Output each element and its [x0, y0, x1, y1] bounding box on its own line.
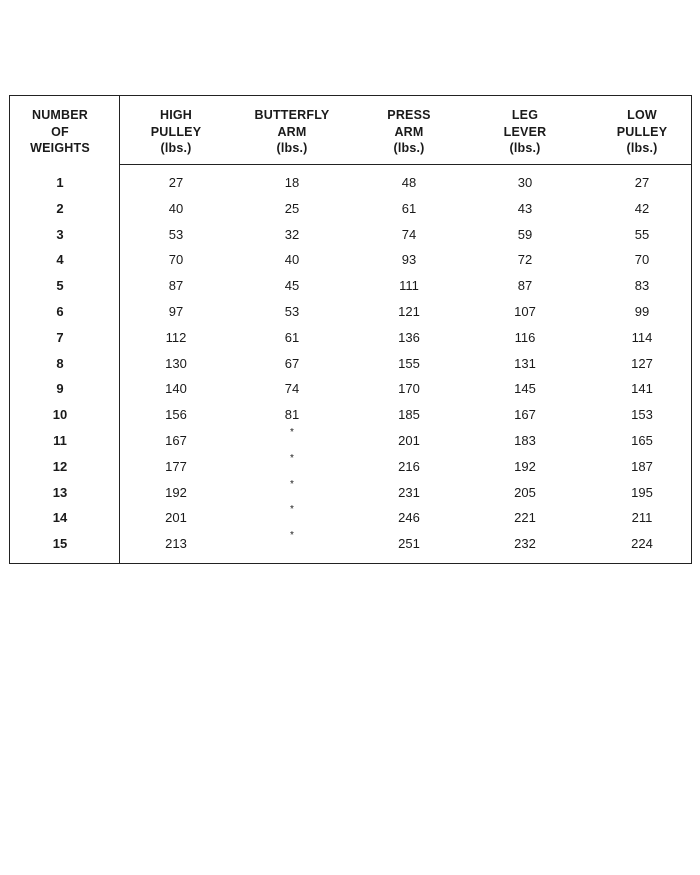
row-weight-count: 10: [52, 407, 68, 423]
cell-butterfly-arm: 81: [284, 407, 300, 423]
cell-butterfly-arm: *: [290, 504, 294, 516]
cell-leg-lever: 192: [514, 458, 536, 474]
cell-press-arm: 74: [401, 226, 417, 242]
cell-press-arm: 61: [401, 200, 417, 216]
cell-press-arm: 251: [398, 536, 420, 552]
cell-low-pulley: 83: [634, 278, 650, 294]
header-line: HIGH: [159, 108, 193, 122]
cell-low-pulley: 211: [631, 510, 653, 526]
header-line: PULLEY: [150, 124, 202, 139]
header-line: (lbs.): [276, 141, 308, 155]
cell-high-pulley: 27: [168, 175, 184, 190]
table-row: [10, 531, 691, 557]
cell-butterfly-arm: 53: [284, 303, 300, 319]
cell-leg-lever: 183: [514, 432, 536, 448]
header-low-pulley: [592, 107, 692, 157]
cell-leg-lever: 116: [514, 329, 536, 345]
cell-leg-lever: 131: [514, 355, 536, 371]
table-row: [10, 196, 691, 222]
cell-butterfly-arm: 32: [284, 226, 300, 242]
header-line: (lbs.): [160, 141, 192, 155]
table-body: [10, 170, 691, 557]
header-line: BUTTERFLY: [254, 108, 330, 122]
header-line: PRESS: [387, 108, 431, 122]
cell-press-arm: 231: [398, 484, 420, 500]
cell-butterfly-arm: 25: [284, 200, 300, 216]
cell-press-arm: 155: [398, 355, 420, 371]
cell-butterfly-arm: *: [290, 478, 294, 490]
row-weight-count: 15: [52, 536, 68, 552]
table-row: [10, 480, 691, 506]
header-line: LOW: [627, 108, 657, 122]
row-weight-count: 6: [56, 303, 64, 319]
row-weight-count: 11: [53, 432, 67, 448]
cell-press-arm: 136: [398, 329, 420, 345]
cell-high-pulley: 97: [168, 303, 184, 319]
table-row: [10, 222, 691, 248]
cell-leg-lever: 59: [517, 226, 533, 242]
header-leg-lever: [475, 107, 575, 157]
row-weight-count: 5: [56, 278, 64, 294]
cell-high-pulley: 192: [165, 484, 187, 500]
cell-press-arm: 170: [398, 381, 420, 397]
header-line: (lbs.): [393, 141, 425, 155]
cell-press-arm: 93: [401, 252, 417, 268]
cell-press-arm: 121: [398, 303, 420, 319]
row-weight-count: 2: [56, 200, 64, 216]
cell-low-pulley: 165: [631, 432, 653, 448]
cell-butterfly-arm: *: [290, 530, 294, 542]
cell-low-pulley: 55: [634, 226, 650, 242]
cell-low-pulley: 70: [634, 252, 650, 268]
row-weight-count: 12: [52, 458, 68, 474]
cell-press-arm: 48: [401, 175, 417, 190]
row-weight-count: 13: [52, 484, 68, 500]
header-high-pulley: [126, 107, 226, 157]
cell-leg-lever: 30: [517, 175, 533, 190]
cell-press-arm: 111: [399, 278, 419, 294]
cell-low-pulley: 153: [631, 407, 653, 423]
cell-leg-lever: 205: [514, 484, 536, 500]
cell-high-pulley: 53: [168, 226, 184, 242]
row-weight-count: 7: [56, 329, 64, 345]
row-weight-count: 1: [56, 175, 64, 190]
table-row: [10, 170, 691, 196]
header-line: (lbs.): [509, 141, 541, 155]
header-press-arm: [359, 107, 459, 157]
header-line: WEIGHTS: [30, 141, 90, 155]
cell-high-pulley: 40: [168, 200, 184, 216]
cell-leg-lever: 43: [517, 200, 533, 216]
table-row: [10, 325, 691, 351]
table-row: [10, 351, 691, 377]
header-divider: [119, 164, 691, 165]
table-row: [10, 247, 691, 273]
cell-leg-lever: 72: [517, 252, 533, 268]
cell-low-pulley: 187: [631, 458, 653, 474]
cell-high-pulley: 201: [165, 510, 187, 526]
cell-low-pulley: 27: [634, 175, 650, 190]
header-line: LEVER: [503, 124, 547, 139]
cell-high-pulley: 167: [165, 432, 187, 448]
weight-resistance-table: [9, 95, 692, 564]
table-row: [10, 273, 691, 299]
cell-butterfly-arm: 61: [284, 329, 300, 345]
cell-leg-lever: 145: [514, 381, 536, 397]
cell-leg-lever: 167: [514, 407, 536, 423]
cell-leg-lever: 221: [514, 510, 536, 526]
table-row: [10, 505, 691, 531]
cell-low-pulley: 114: [631, 329, 653, 345]
cell-butterfly-arm: 74: [284, 381, 300, 397]
cell-butterfly-arm: *: [290, 426, 294, 438]
table-row: [10, 454, 691, 480]
cell-butterfly-arm: 18: [284, 175, 300, 190]
cell-press-arm: 201: [398, 432, 420, 448]
cell-low-pulley: 127: [631, 355, 653, 371]
cell-high-pulley: 87: [168, 278, 184, 294]
header-line: LEG: [511, 108, 539, 122]
cell-high-pulley: 140: [165, 381, 187, 397]
header-line: PULLEY: [616, 124, 668, 139]
row-weight-count: 3: [56, 226, 64, 242]
cell-low-pulley: 99: [634, 303, 650, 319]
header-line: ARM: [394, 124, 424, 139]
cell-high-pulley: 112: [165, 329, 187, 345]
header-line: NUMBER: [31, 108, 89, 122]
cell-butterfly-arm: 40: [284, 252, 300, 268]
cell-low-pulley: 42: [634, 200, 650, 216]
header-line: OF: [51, 124, 69, 139]
cell-high-pulley: 213: [165, 536, 187, 552]
cell-high-pulley: 177: [165, 458, 187, 474]
table-row: [10, 376, 691, 402]
cell-butterfly-arm: *: [290, 452, 294, 464]
header-line: ARM: [277, 124, 307, 139]
header-butterfly-arm: [237, 107, 347, 157]
row-weight-count: 4: [56, 252, 64, 268]
cell-low-pulley: 141: [631, 381, 653, 397]
cell-high-pulley: 156: [165, 407, 187, 423]
cell-low-pulley: 195: [631, 484, 653, 500]
table-row: [10, 402, 691, 428]
cell-butterfly-arm: 67: [284, 355, 300, 371]
cell-press-arm: 185: [398, 407, 420, 423]
table-row: [10, 299, 691, 325]
cell-high-pulley: 130: [165, 355, 187, 371]
table-header: [10, 96, 691, 164]
cell-press-arm: 216: [398, 458, 420, 474]
cell-leg-lever: 107: [514, 303, 536, 319]
row-weight-count: 14: [52, 510, 68, 526]
cell-high-pulley: 70: [168, 252, 184, 268]
cell-low-pulley: 224: [631, 536, 653, 552]
header-line: (lbs.): [626, 141, 658, 155]
cell-press-arm: 246: [398, 510, 420, 526]
cell-leg-lever: 87: [517, 278, 533, 294]
header-weights: [10, 107, 110, 157]
table-row: [10, 428, 691, 454]
cell-leg-lever: 232: [514, 536, 536, 552]
row-weight-count: 9: [56, 381, 64, 397]
row-weight-count: 8: [56, 355, 64, 371]
cell-butterfly-arm: 45: [284, 278, 300, 294]
